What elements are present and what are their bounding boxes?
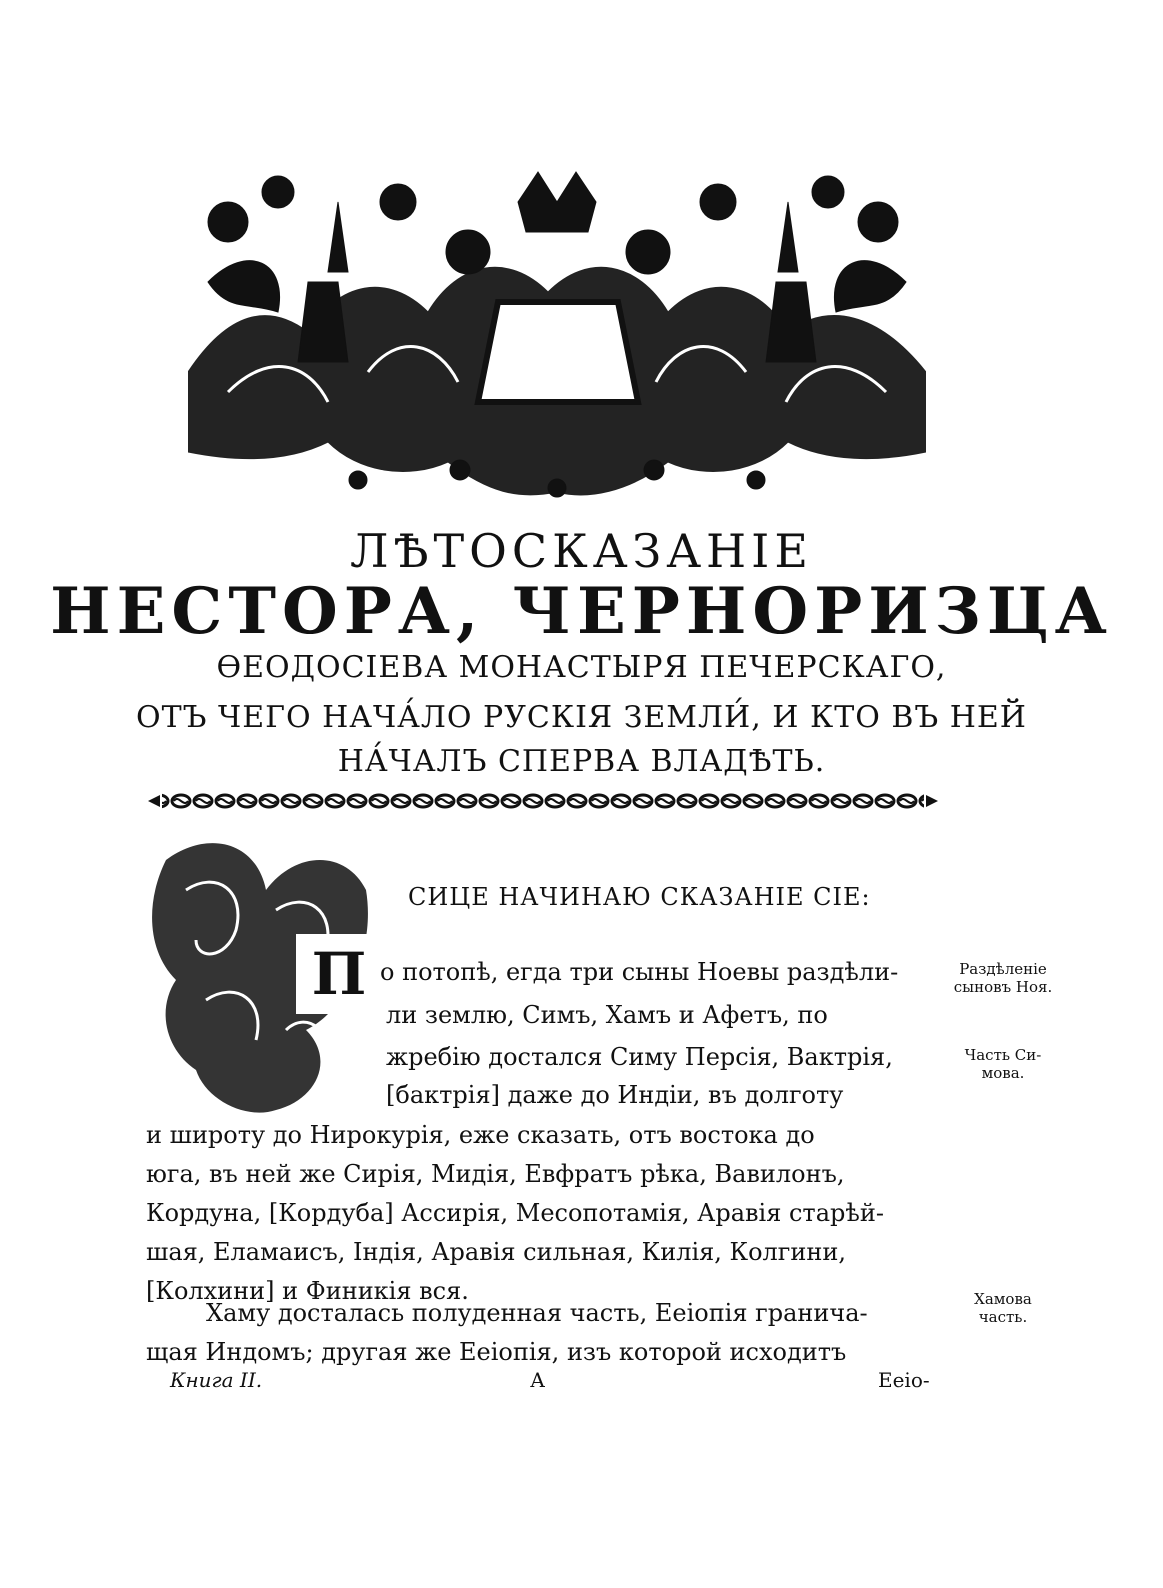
signature-mark: Книга II. <box>170 1368 263 1392</box>
body-line: жребію достался Симу Персія, Вактрія, <box>386 1043 893 1071</box>
body-line: Хаму досталась полуденная часть, Ееіопія гранича- <box>206 1299 868 1327</box>
headpiece-ornament-icon <box>188 162 926 500</box>
title-line-3: ѲЕОДОСІЕВА МОНАСТЫРЯ ПЕЧЕРСКАГО, <box>216 650 947 685</box>
gathering-letter: А <box>530 1368 546 1392</box>
body-line: шая, Еламаисъ, Індія, Аравія сильная, Килія, Колгини, <box>146 1238 846 1266</box>
margin-note: Хамова часть. <box>974 1290 1032 1326</box>
body-line: [Колхини] и Финикія вся. <box>146 1277 469 1305</box>
chain-divider-icon <box>148 790 938 812</box>
title-line-2: НЕСТОРА, ЧЕРНОРИЗЦА <box>50 574 1113 649</box>
margin-note: Раздѣленіе сыновъ Ноя. <box>953 960 1053 996</box>
title-line-1: ЛѢТОСКАЗАНІЕ <box>350 524 813 578</box>
title-line-5: НА́ЧАЛЪ СПЕРВА ВЛАДѢТЬ. <box>337 744 826 779</box>
drop-cap-initial: П <box>311 940 367 1008</box>
body-line: щая Индомъ; другая же Ееіопія, изъ которой исходитъ <box>146 1338 847 1366</box>
body-line: [бактрія] даже до Индіи, въ долготу <box>386 1081 844 1109</box>
body-line: ли землю, Симъ, Хамъ и Афетъ, по <box>386 1001 828 1029</box>
margin-note: Часть Си- мова. <box>964 1046 1042 1082</box>
body-line: Кордуна, [Кордуба] Ассирія, Месопотамія, Аравія старѣй- <box>146 1199 884 1227</box>
body-line: о потопѣ, егда три сыны Ноевы раздѣли- <box>380 958 899 986</box>
body-line: юга, въ ней же Сирія, Мидія, Евфратъ рѣка, Вавилонъ, <box>146 1160 845 1188</box>
catchword: Ееіо- <box>878 1368 930 1392</box>
body-line: и широту до Нирокурія, еже сказать, отъ востока до <box>146 1121 815 1149</box>
title-line-4: ОТЪ ЧЕГО НАЧА́ЛО РУСКІЯ ЗЕМЛИ́, И КТО ВЪ НЕЙ <box>136 700 1027 735</box>
section-intro: СИЦЕ НАЧИНАЮ СКАЗАНІЕ СІЕ: <box>408 883 871 911</box>
